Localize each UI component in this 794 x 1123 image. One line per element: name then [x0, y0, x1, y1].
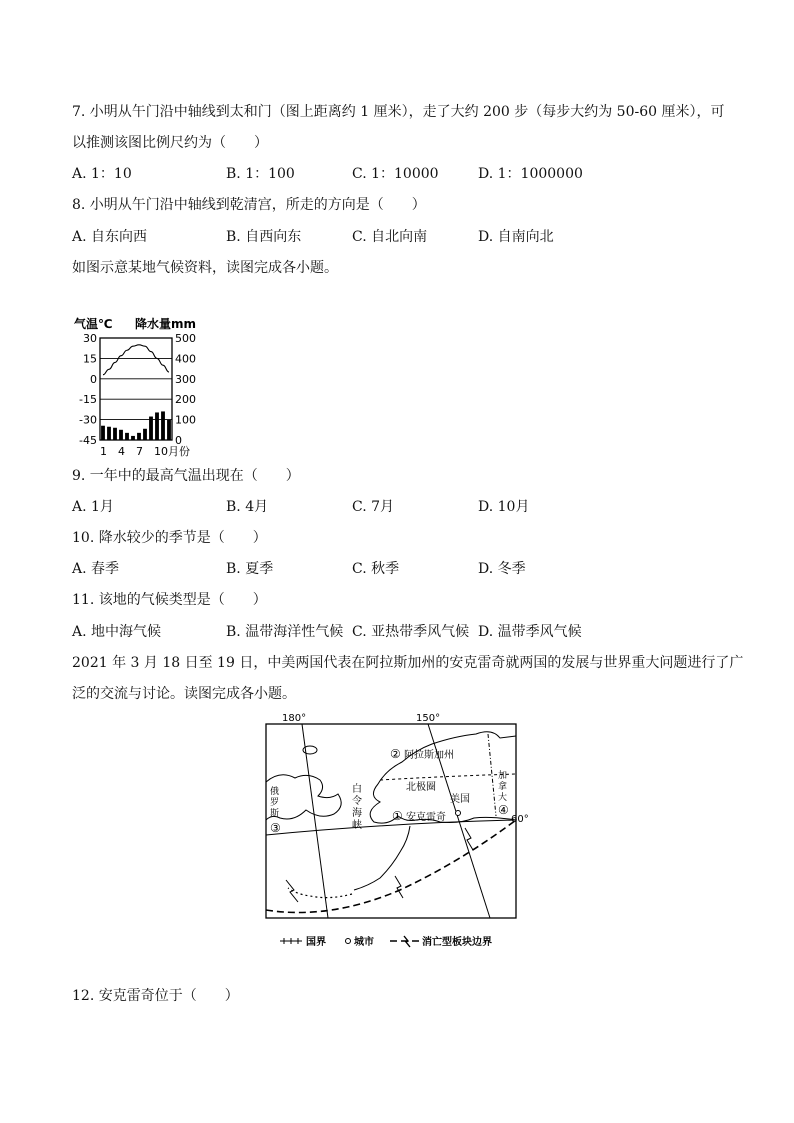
russia-char-3: 斯 — [270, 809, 280, 819]
lat-60-label: 60° — [511, 814, 529, 825]
precip-axis-label: 降水量mm — [135, 317, 197, 331]
q8-stem: 8. 小明从午门沿中轴线到乾清宫，所走的方向是（ ） — [72, 197, 426, 213]
q7-option-c[interactable]: C. 1：10000 — [352, 166, 439, 182]
q7-option-a[interactable]: A. 1：10 — [72, 166, 132, 182]
boundary-tick-3 — [465, 828, 473, 850]
q8-option-a[interactable]: A. 自东向西 — [72, 229, 148, 245]
marker-3: ③ — [270, 821, 281, 835]
boundary-tick-1 — [286, 880, 298, 902]
temp-line — [103, 345, 169, 375]
boundary-tick-2 — [395, 876, 403, 898]
q10-option-d[interactable]: D. 冬季 — [478, 561, 526, 577]
precip-bar — [161, 411, 165, 440]
precip-bar — [113, 428, 117, 440]
q11-option-d[interactable]: D. 温带季风气候 — [478, 624, 582, 640]
month-tick-label: 7 — [136, 445, 143, 458]
usa-label: 美国 — [450, 794, 470, 805]
legend-border-symbol — [280, 938, 302, 944]
climate-chart — [60, 312, 240, 462]
bering-char-1: 白 — [352, 784, 362, 795]
temp-axis-label: 气温℃ — [74, 317, 113, 331]
precip-bars — [101, 411, 171, 440]
bering-char-2: 令 — [352, 796, 362, 807]
bering-char-4: 峡 — [352, 820, 362, 831]
anchorage-city-dot — [456, 811, 461, 816]
q11-option-c[interactable]: C. 亚热带季风气候 — [352, 624, 470, 640]
precip-bar — [107, 427, 111, 440]
canada-char-2: 拿 — [498, 782, 508, 792]
q7-option-b[interactable]: B. 1：100 — [226, 166, 295, 182]
q11-stem: 11. 该地的气候类型是（ ） — [72, 592, 267, 608]
bering-char-3: 海 — [352, 808, 362, 819]
precip-bar — [137, 433, 141, 440]
canada-char-1: 加 — [498, 771, 508, 781]
precip-bar — [131, 436, 135, 440]
precip-bar — [119, 430, 123, 440]
month-tick-label: 4 — [118, 445, 125, 458]
precip-tick-label: 0 — [175, 434, 182, 447]
precip-bar — [143, 429, 147, 440]
temp-ticks — [79, 332, 97, 447]
q11-option-b[interactable]: B. 温带海洋性气候 — [226, 624, 344, 640]
precip-bar — [155, 412, 159, 440]
q10-option-a[interactable]: A. 春季 — [72, 561, 120, 577]
legend-plate-symbol — [390, 936, 419, 947]
precip-tick-label: 500 — [175, 332, 196, 345]
precip-bar — [149, 417, 153, 440]
legend-border-label: 国界 — [306, 937, 326, 948]
legend-plate-label: 消亡型板块边界 — [422, 937, 492, 948]
q11-option-a[interactable]: A. 地中海气候 — [72, 624, 162, 640]
temp-tick-label: -45 — [79, 434, 97, 447]
legend-city-symbol — [346, 939, 351, 944]
precip-bar — [101, 426, 105, 440]
q10-stem: 10. 降水较少的季节是（ ） — [72, 530, 267, 546]
climate-intro: 如图示意某地气候资料，读图完成各小题。 — [72, 260, 338, 276]
marker-4: ④ — [498, 803, 509, 817]
q8-option-c[interactable]: C. 自北向南 — [352, 229, 428, 245]
precip-ticks — [175, 332, 196, 447]
canada-char-3: 大 — [498, 793, 508, 803]
precip-tick-label: 100 — [175, 413, 196, 427]
russia-char-2: 罗 — [270, 798, 280, 808]
q10-option-b[interactable]: B. 夏季 — [226, 561, 274, 577]
q8-option-b[interactable]: B. 自西向东 — [226, 229, 302, 245]
alaska-label: 阿拉斯加州 — [404, 750, 454, 761]
aleutian-islands — [288, 888, 352, 898]
q10-option-c[interactable]: C. 秋季 — [352, 561, 400, 577]
q9-option-c[interactable]: C. 7月 — [352, 499, 395, 515]
arctic-circle — [380, 774, 516, 780]
q9-option-a[interactable]: A. 1月 — [72, 499, 114, 515]
passage-line-2: 泛的交流与讨论。读图完成各小题。 — [72, 686, 296, 702]
map-legend — [280, 935, 492, 948]
anchorage-label: 安克雷奇 — [406, 812, 446, 823]
month-ticks — [100, 445, 190, 458]
q12-stem: 12. 安克雷奇位于（ ） — [72, 988, 239, 1004]
q7-option-d[interactable]: D. 1：1000000 — [478, 166, 583, 182]
alaska-map — [260, 710, 530, 960]
parallel-60n — [266, 820, 516, 835]
marker-2: ② — [390, 747, 401, 761]
q8-option-d[interactable]: D. 自南向北 — [478, 229, 554, 245]
month-tick-label: 10月份 — [154, 445, 190, 458]
alaska-peninsula — [354, 826, 410, 890]
arctic-circle-label: 北极圈 — [406, 782, 436, 793]
russia-char-1: 俄 — [270, 787, 280, 797]
q9-option-b[interactable]: B. 4月 — [226, 499, 269, 515]
month-tick-label: 1 — [100, 445, 107, 458]
q7-stem-line-2: 以推测该图比例尺约为（ ） — [72, 135, 268, 151]
q7-stem-line-1: 7. 小明从午门沿中轴线到太和门（图上距离约 1 厘米），走了大约 200 步（每步大约为 50-60 厘米），可 — [72, 104, 725, 120]
precip-tick-label: 300 — [175, 372, 196, 386]
temp-tick-label: 30 — [83, 332, 97, 345]
precip-tick-label: 400 — [175, 352, 196, 366]
passage-line-1: 2021 年 3 月 18 日至 19 日，中美两国代表在阿拉斯加州的安克雷奇就两国的发展与世界重大问题进行了广 — [72, 655, 744, 671]
precip-tick-label: 200 — [175, 393, 196, 407]
q9-option-d[interactable]: D. 10月 — [478, 499, 530, 515]
temp-tick-label: 0 — [90, 372, 97, 386]
lon-180-label: 180° — [282, 713, 307, 724]
temp-tick-label: -15 — [79, 393, 97, 407]
temp-tick-label: -30 — [79, 413, 97, 427]
precip-bar — [125, 433, 129, 440]
legend-city-label: 城市 — [354, 937, 374, 948]
temp-tick-label: 15 — [83, 352, 97, 366]
precip-bar — [167, 420, 171, 440]
lon-150-label: 150° — [416, 713, 441, 724]
marker-1: ① — [392, 809, 403, 823]
q9-stem: 9. 一年中的最高气温出现在（ ） — [72, 468, 300, 484]
